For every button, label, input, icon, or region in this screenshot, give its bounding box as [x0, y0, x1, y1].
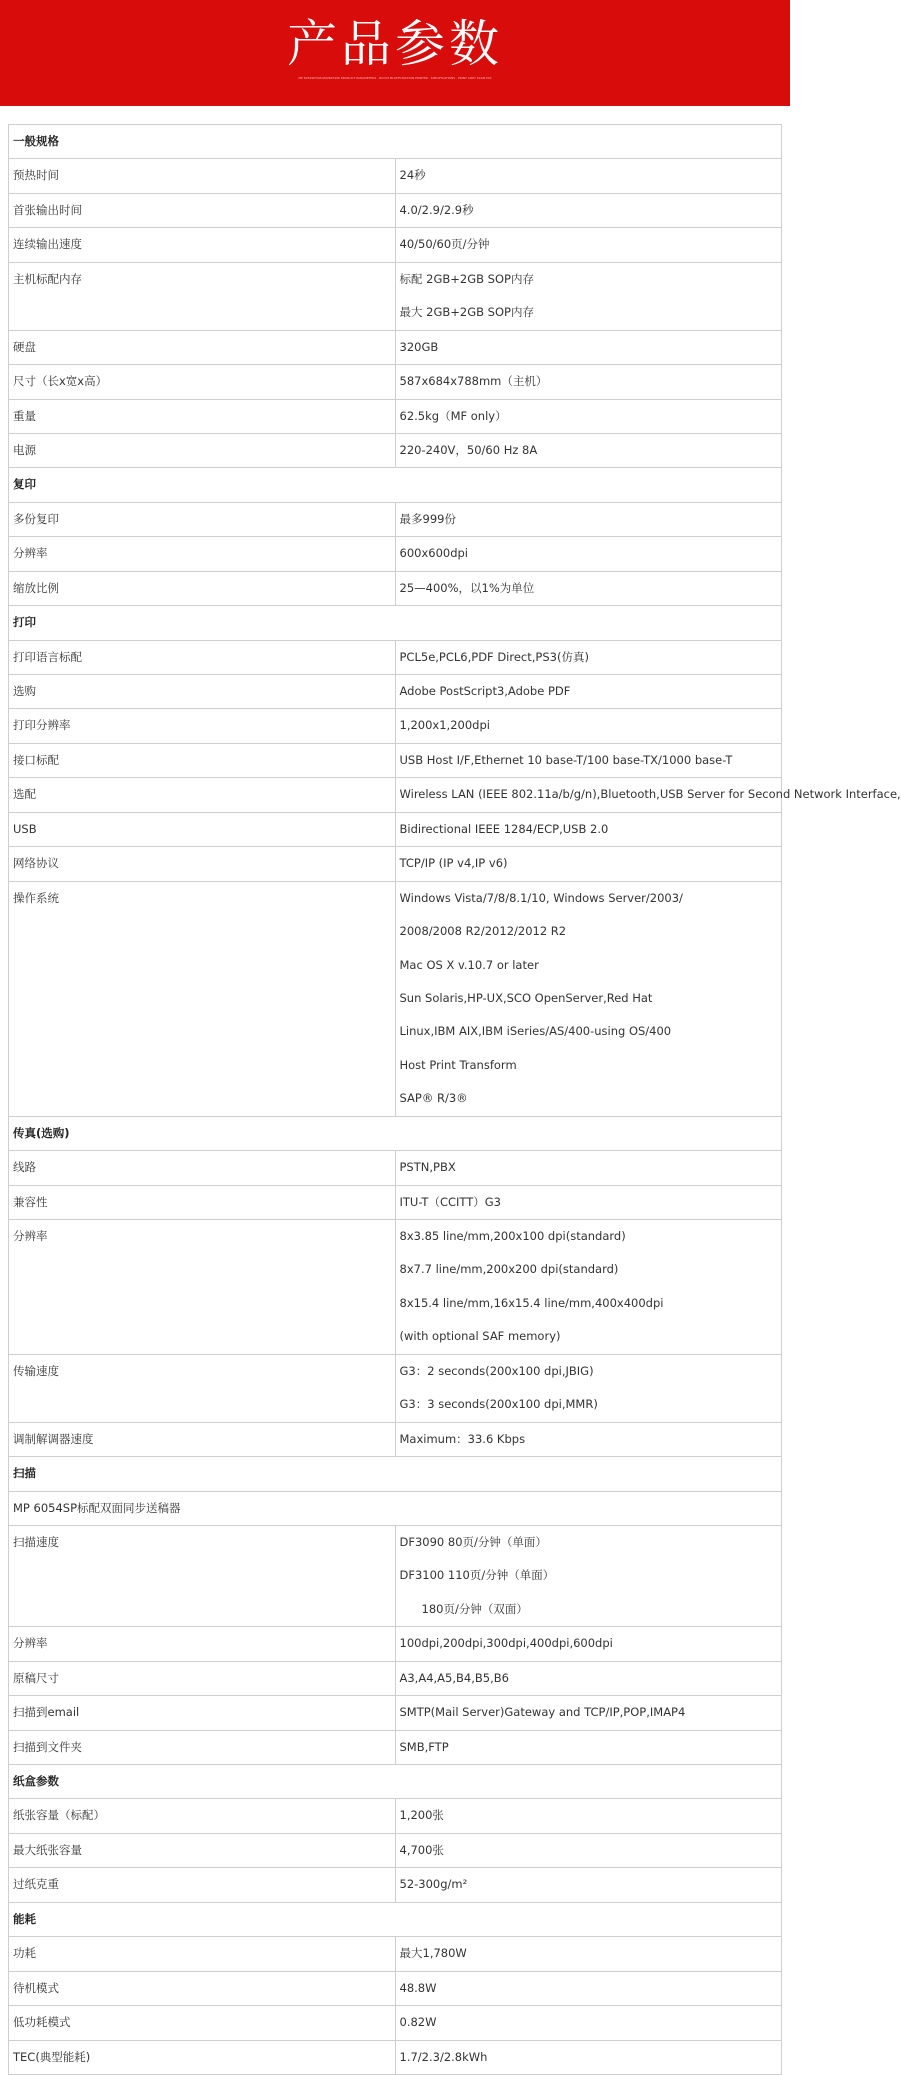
- spec-value: PCL5e,PCL6,PDF Direct,PS3(仿真): [399, 649, 589, 664]
- spec-label: 主机标配内存: [13, 271, 82, 286]
- spec-value: SMB,FTP: [399, 1739, 449, 1754]
- section-title-text: 传真(选购): [13, 1125, 70, 1140]
- spec-label-cell: [9, 502, 396, 536]
- spec-value: 最大1,780W: [399, 1946, 467, 1961]
- spec-row: [9, 1730, 782, 1764]
- spec-row: [9, 1185, 782, 1219]
- spec-row: [9, 1937, 782, 1971]
- spec-value-cell: [395, 778, 901, 812]
- spec-row: [9, 675, 782, 709]
- spec-value: 52-300g/m²: [399, 1877, 468, 1892]
- spec-label: 多份复印: [13, 511, 59, 526]
- header-banner: [0, 0, 790, 106]
- spec-label-cell: [9, 1185, 396, 1219]
- spec-label-cell: [9, 709, 396, 743]
- spec-row: [9, 1354, 782, 1422]
- spec-label-cell: [9, 1627, 396, 1661]
- spec-label-cell: [9, 365, 396, 399]
- spec-label-cell: [9, 675, 396, 709]
- section-title-text: 复印: [13, 477, 36, 492]
- spec-row: [9, 2040, 782, 2074]
- spec-label: 硬盘: [13, 339, 36, 354]
- spec-value-cell: [395, 2040, 782, 2074]
- spec-row: [9, 2006, 782, 2040]
- spec-value: 220-240V，50/60 Hz 8A: [399, 442, 538, 457]
- spec-value: Wireless LAN (IEEE 802.11a/b/g/n),Bluetooth,USB Server for Second Network Interface,: [399, 787, 901, 802]
- spec-value: 62.5kg（MF only）: [399, 408, 507, 423]
- spec-value: Windows Vista/7/8/8.1/10, Windows Server/2003/: [399, 890, 683, 905]
- spec-label-cell: [9, 159, 396, 193]
- full-width-cell: [9, 1491, 782, 1525]
- spec-value: 600x600dpi: [399, 546, 469, 561]
- spec-value-cell: [395, 1220, 782, 1355]
- spec-value-cell: [395, 847, 782, 881]
- spec-value-cell: [395, 228, 782, 262]
- spec-value-cell: [395, 1799, 782, 1833]
- spec-row: [9, 1627, 782, 1661]
- spec-label: 打印分辨率: [13, 718, 71, 733]
- spec-value-cell: [395, 1730, 782, 1764]
- spec-value-cell: [395, 709, 782, 743]
- spec-label: 分辨率: [13, 1229, 48, 1243]
- spec-value-cell: [395, 1661, 782, 1695]
- spec-label: 调制解调器速度: [13, 1431, 94, 1446]
- spec-label: 扫描到文件夹: [13, 1739, 82, 1754]
- spec-label: 选购: [13, 684, 36, 698]
- spec-label: 低功耗模式: [13, 2015, 71, 2030]
- spec-value: PSTN,PBX: [399, 1160, 456, 1175]
- spec-value-cell: [395, 159, 782, 193]
- full-width-row: [9, 1491, 782, 1525]
- spec-value: A3,A4,A5,B4,B5,B6: [399, 1670, 509, 1685]
- spec-table-body: [9, 125, 901, 2075]
- spec-value-cell: [395, 1833, 782, 1867]
- spec-value-cell: [395, 193, 782, 227]
- spec-label-cell: [9, 640, 396, 674]
- spec-label-cell: [9, 571, 396, 605]
- spec-value-cell: [395, 1627, 782, 1661]
- spec-label-cell: [9, 330, 396, 364]
- spec-value: DF3100 110页/分钟（单面）: [399, 1568, 555, 1583]
- spec-label: USB: [13, 821, 37, 836]
- spec-label-cell: [9, 262, 396, 330]
- spec-row: [9, 1971, 782, 2005]
- spec-row: [9, 640, 782, 674]
- spec-row: [9, 847, 782, 881]
- spec-label-cell: [9, 1354, 396, 1422]
- spec-label-cell: [9, 1937, 396, 1971]
- section-title: [9, 1765, 782, 1799]
- spec-label-cell: [9, 1696, 396, 1730]
- section-header-row: [9, 1765, 782, 1799]
- spec-value: SMTP(Mail Server)Gateway and TCP/IP,POP,IMAP4: [399, 1705, 686, 1720]
- spec-value: 1,200张: [399, 1808, 444, 1823]
- spec-value: DF3090 80页/分钟（单面）: [399, 1534, 547, 1549]
- spec-value-cell: [395, 1868, 782, 1902]
- spec-label: 分辨率: [13, 1636, 48, 1651]
- section-title-text: 纸盒参数: [13, 1774, 59, 1788]
- spec-label-cell: [9, 2040, 396, 2074]
- spec-label-cell: [9, 778, 396, 812]
- spec-row: [9, 433, 782, 467]
- spec-label-cell: [9, 847, 396, 881]
- spec-row: [9, 881, 782, 1116]
- spec-label: 扫描到email: [13, 1705, 80, 1720]
- section-title: [9, 1457, 782, 1491]
- spec-row: [9, 193, 782, 227]
- spec-row: [9, 778, 782, 812]
- section-header-row: [9, 606, 782, 640]
- spec-label: 选配: [13, 787, 36, 802]
- spec-label: 网络协议: [13, 856, 59, 871]
- spec-row: [9, 1868, 782, 1902]
- section-header-row: [9, 468, 782, 502]
- spec-value-cell: [395, 1696, 782, 1730]
- spec-row: [9, 159, 782, 193]
- spec-value: 25—400%，以1%为单位: [399, 580, 535, 595]
- spec-label: 接口标配: [13, 752, 59, 767]
- section-title-text: 能耗: [13, 1911, 36, 1926]
- section-title: [9, 468, 782, 502]
- spec-label-cell: [9, 228, 396, 262]
- spec-value-cell: [395, 1185, 782, 1219]
- spec-value-cell: [395, 640, 782, 674]
- spec-row: [9, 1151, 782, 1185]
- spec-value-cell: [395, 1971, 782, 2005]
- spec-label: 打印语言标配: [13, 649, 82, 664]
- section-title: [9, 125, 782, 159]
- spec-value: Mac OS X v.10.7 or later: [399, 957, 539, 972]
- spec-value-cell: [395, 502, 782, 536]
- spec-table-container: [8, 124, 901, 2075]
- section-header-row: [9, 1116, 782, 1150]
- spec-value: 587x684x788mm（主机）: [399, 374, 548, 389]
- spec-row: [9, 1525, 782, 1626]
- spec-value: G3：3 seconds(200x100 dpi,MMR): [399, 1397, 598, 1412]
- spec-value-cell: [395, 812, 782, 846]
- spec-label: 预热时间: [13, 168, 59, 183]
- spec-value: 标配 2GB+2GB SOP内存: [399, 271, 534, 286]
- spec-row: [9, 399, 782, 433]
- spec-value: G3：2 seconds(200x100 dpi,JBIG): [399, 1363, 594, 1378]
- spec-label-cell: [9, 1730, 396, 1764]
- spec-value: 24秒: [399, 168, 426, 183]
- spec-label: 缩放比例: [13, 580, 59, 595]
- spec-label: 重量: [13, 408, 36, 423]
- spec-label: 首张输出时间: [13, 202, 82, 217]
- spec-label: 传输速度: [13, 1363, 59, 1378]
- spec-value: SAP® R/3®: [399, 1091, 468, 1106]
- spec-value-cell: [395, 365, 782, 399]
- spec-value-cell: [395, 330, 782, 364]
- spec-label: 原稿尺寸: [13, 1670, 59, 1685]
- spec-value: Linux,IBM AIX,IBM iSeries/AS/400-using OS/400: [399, 1024, 672, 1039]
- spec-label-cell: [9, 1971, 396, 2005]
- spec-value-cell: [395, 571, 782, 605]
- spec-value: TCP/IP (IP v4,IP v6): [399, 856, 508, 871]
- spec-row: [9, 571, 782, 605]
- section-title: [9, 1902, 782, 1936]
- spec-label: 操作系统: [13, 890, 59, 905]
- spec-label-cell: [9, 193, 396, 227]
- spec-label-cell: [9, 1661, 396, 1695]
- spec-value: 1,200x1,200dpi: [399, 718, 490, 733]
- section-header-row: [9, 1902, 782, 1936]
- spec-label: 兼容性: [13, 1194, 48, 1209]
- spec-label-cell: [9, 743, 396, 777]
- spec-value: Bidirectional IEEE 1284/ECP,USB 2.0: [399, 821, 609, 836]
- spec-row: [9, 1661, 782, 1695]
- spec-label: 扫描速度: [13, 1534, 59, 1549]
- spec-row: [9, 743, 782, 777]
- spec-label-cell: [9, 1151, 396, 1185]
- spec-value: 8x15.4 line/mm,16x15.4 line/mm,400x400dpi: [399, 1295, 664, 1310]
- section-title: [9, 1116, 782, 1150]
- spec-label-cell: [9, 1422, 396, 1456]
- spec-value-cell: [395, 743, 782, 777]
- spec-value-cell: [395, 537, 782, 571]
- spec-value: 8x7.7 line/mm,200x200 dpi(standard): [399, 1262, 619, 1277]
- page-title: 产品参数: [287, 15, 503, 73]
- spec-value: Host Print Transform: [399, 1057, 517, 1072]
- spec-value-cell: [395, 675, 782, 709]
- spec-label-cell: [9, 2006, 396, 2040]
- spec-value: 最多999份: [399, 511, 456, 526]
- spec-label: 纸张容量（标配）: [13, 1808, 105, 1823]
- spec-label-cell: [9, 399, 396, 433]
- spec-label-cell: [9, 881, 396, 1116]
- spec-value-cell: [395, 1525, 782, 1626]
- spec-label: 分辨率: [13, 546, 48, 561]
- spec-value: 4.0/2.9/2.9秒: [399, 202, 474, 217]
- section-title-text: 打印: [13, 615, 36, 630]
- spec-label-cell: [9, 433, 396, 467]
- spec-label: 待机模式: [13, 1980, 59, 1995]
- spec-value: 48.8W: [399, 1980, 437, 1995]
- spec-value: Adobe PostScript3,Adobe PDF: [399, 684, 571, 698]
- spec-value: 1.7/2.3/2.8kWh: [399, 2049, 488, 2064]
- spec-row: [9, 262, 782, 330]
- spec-value: USB Host I/F,Ethernet 10 base-T/100 base-TX/1000 base-T: [399, 752, 733, 767]
- spec-row: [9, 812, 782, 846]
- spec-label: 连续输出速度: [13, 237, 82, 252]
- spec-value: 180页/分钟（双面）: [421, 1601, 528, 1616]
- spec-value: 8x3.85 line/mm,200x100 dpi(standard): [399, 1229, 626, 1243]
- section-title-text: 一般规格: [13, 134, 59, 148]
- spec-value: 320GB: [399, 339, 439, 354]
- spec-value-cell: [395, 433, 782, 467]
- spec-value: 40/50/60页/分钟: [399, 237, 490, 252]
- spec-value-cell: [395, 262, 782, 330]
- spec-row: [9, 709, 782, 743]
- spec-value: 最大 2GB+2GB SOP内存: [399, 305, 534, 320]
- section-title-text: 扫描: [13, 1466, 36, 1481]
- section-title: [9, 606, 782, 640]
- spec-value-cell: [395, 1354, 782, 1422]
- spec-value: 100dpi,200dpi,300dpi,400dpi,600dpi: [399, 1636, 613, 1651]
- spec-row: [9, 1833, 782, 1867]
- spec-label-cell: [9, 812, 396, 846]
- spec-value: 0.82W: [399, 2015, 437, 2030]
- spec-value: (with optional SAF memory): [399, 1329, 561, 1344]
- spec-row: [9, 1422, 782, 1456]
- spec-value-cell: [395, 1151, 782, 1185]
- section-header-row: [9, 125, 782, 159]
- spec-label: TEC(典型能耗): [13, 2049, 91, 2064]
- spec-value: 2008/2008 R2/2012/2012 R2: [399, 924, 567, 939]
- spec-label: 功耗: [13, 1946, 36, 1961]
- section-header-row: [9, 1457, 782, 1491]
- spec-table: [8, 124, 901, 2075]
- spec-label-cell: [9, 537, 396, 571]
- spec-label-cell: [9, 1833, 396, 1867]
- spec-label-cell: [9, 1220, 396, 1355]
- page-subtitle: MP 6054SP/5054SP/6054SP PRODUCT PARAMETERS · RICOH MULTIFUNCTION PRINTER · SPECIFICATIONS · PRINT COPY SCAN FAX: [298, 76, 492, 80]
- spec-label: 最大纸张容量: [13, 1842, 82, 1857]
- spec-row: [9, 330, 782, 364]
- spec-value-cell: [395, 881, 782, 1116]
- spec-value-cell: [395, 399, 782, 433]
- spec-value: Maximum：33.6 Kbps: [399, 1431, 526, 1446]
- spec-row: [9, 228, 782, 262]
- spec-label-cell: [9, 1799, 396, 1833]
- spec-row: [9, 1220, 782, 1355]
- spec-value-cell: [395, 2006, 782, 2040]
- spec-label: 电源: [13, 442, 36, 457]
- spec-label-cell: [9, 1868, 396, 1902]
- spec-value-cell: [395, 1422, 782, 1456]
- spec-row: [9, 537, 782, 571]
- spec-value: 4,700张: [399, 1842, 444, 1857]
- spec-row: [9, 502, 782, 536]
- spec-row: [9, 365, 782, 399]
- spec-label: 尺寸（长x宽x高）: [13, 374, 108, 389]
- spec-label: 过纸克重: [13, 1877, 59, 1892]
- spec-value: Sun Solaris,HP-UX,SCO OpenServer,Red Hat: [399, 990, 653, 1005]
- spec-label-cell: [9, 1525, 396, 1626]
- full-width-text: MP 6054SP标配双面同步送稿器: [13, 1500, 181, 1515]
- spec-row: [9, 1696, 782, 1730]
- spec-value-cell: [395, 1937, 782, 1971]
- spec-label: 线路: [13, 1160, 36, 1175]
- spec-row: [9, 1799, 782, 1833]
- spec-value: ITU-T（CCITT）G3: [399, 1194, 501, 1209]
